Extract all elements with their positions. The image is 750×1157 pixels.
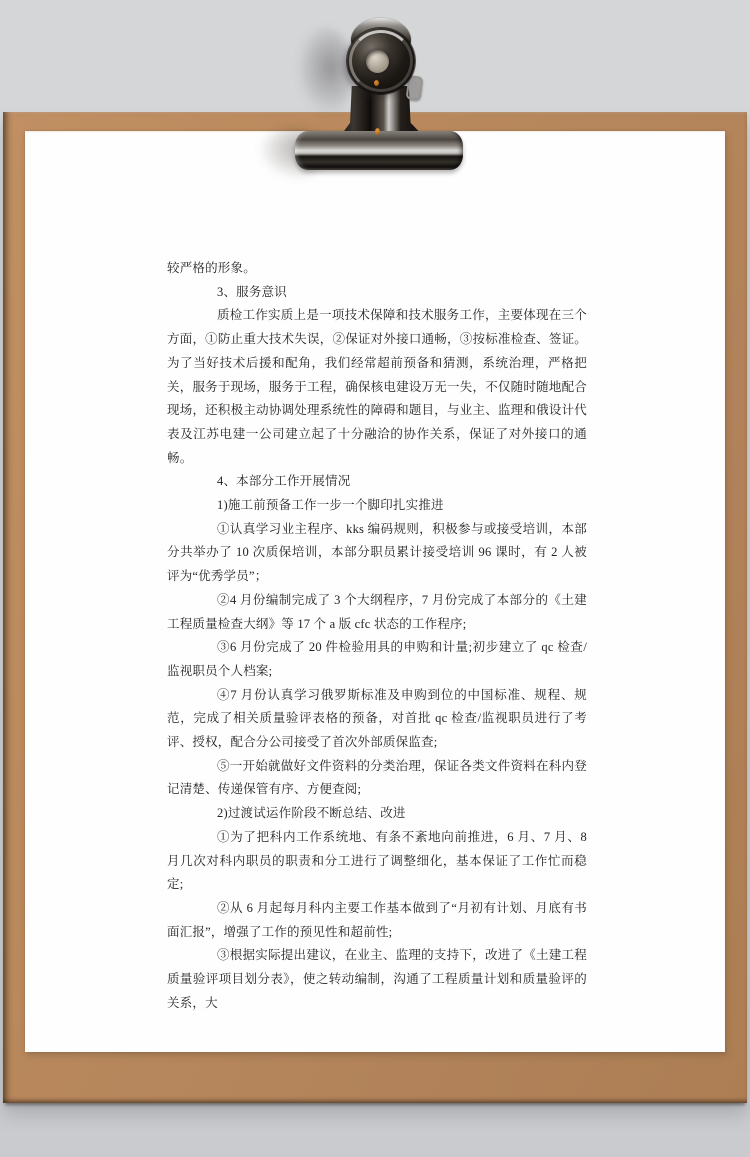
paragraph: ⑤一开始就做好文件资料的分类治理，保证各类文件资料在科内登记清楚、传递保管有序、方便查阅; (167, 758, 587, 797)
paragraph: ②4 月份编制完成了 3 个大纲程序，7 月份完成了本部分的《土建工程质量检查大纲》等 17 个 a 版 cfc 状态的工作程序; (167, 592, 587, 631)
document-text (167, 257, 587, 1016)
clip-center-hole (366, 50, 389, 73)
clip-copper-fleck (374, 80, 379, 86)
clip-bar (295, 131, 463, 170)
clip-spring-circle (347, 28, 415, 94)
paragraph: 质检工作实质上是一项技术保障和技术服务工作，主要体现在三个方面，①防止重大技术失误，②保证对外接口通畅，③按标准检查、签证。为了当好技术后援和配角，我们经常超前预备和猜测，系统治理，严格把关，服务于现场，服务于工程，确保核电建设万无一失，不仅随时随地配合现场，还积极主动协调处理系统性的障碍和题目，与业主、监理和俄设计代表及江苏电建一公司建立起了十分融洽的协作关系，保证了对外接口的通畅。 (167, 308, 587, 465)
paragraph: 2)过渡试运作阶段不断总结、改进 (217, 806, 406, 821)
paragraph: 较严格的形象。 (167, 261, 256, 275)
clip-rivet (375, 128, 380, 135)
paragraph: ①为了把科内工作系统地、有条不紊地向前推进，6 月、7 月、8 月几次对科内职员的职责和分工进行了调整细化，基本保证了工作忙而稳定; (167, 829, 587, 892)
paragraph: ①认真学习业主程序、kks 编码规则，积极参与或接受培训，本部分共举办了 10 次质保培训，本部分职员累计接受培训 96 课时，有 2 人被评为“优秀学员”； (167, 521, 587, 584)
paragraph: ③6 月份完成了 20 件检验用具的申购和计量;初步建立了 qc 检查/监视职员个人档案; (167, 640, 587, 678)
paragraph: 4、本部分工作开展情况 (217, 474, 351, 489)
paragraph: 1)施工前预备工作一步一个脚印扎实推进 (217, 498, 444, 513)
clip-wall-shadow (296, 28, 354, 116)
paragraph: 3、服务意识 (217, 284, 287, 299)
paragraph: ②从 6 月起每月科内主要工作基本做到了“月初有计划、月底有书面汇报”，增强了工作的预见性和超前性; (167, 900, 587, 939)
document-paper (25, 131, 725, 1052)
paragraph: ③根据实际提出建议，在业主、监理的支持下，改进了《土建工程质量验评项目划分表》，使之转动编制，沟通了工程质量计划和质量验评的关系，大 (167, 948, 587, 1010)
paragraph: ④7 月份认真学习俄罗斯标准及申购到位的中国标准、规程、规范，完成了相关质量验评表格的预备，对首批 qc 检查/监视职员进行了考评、授权，配合分公司接受了首次外部质保监查; (167, 687, 587, 750)
